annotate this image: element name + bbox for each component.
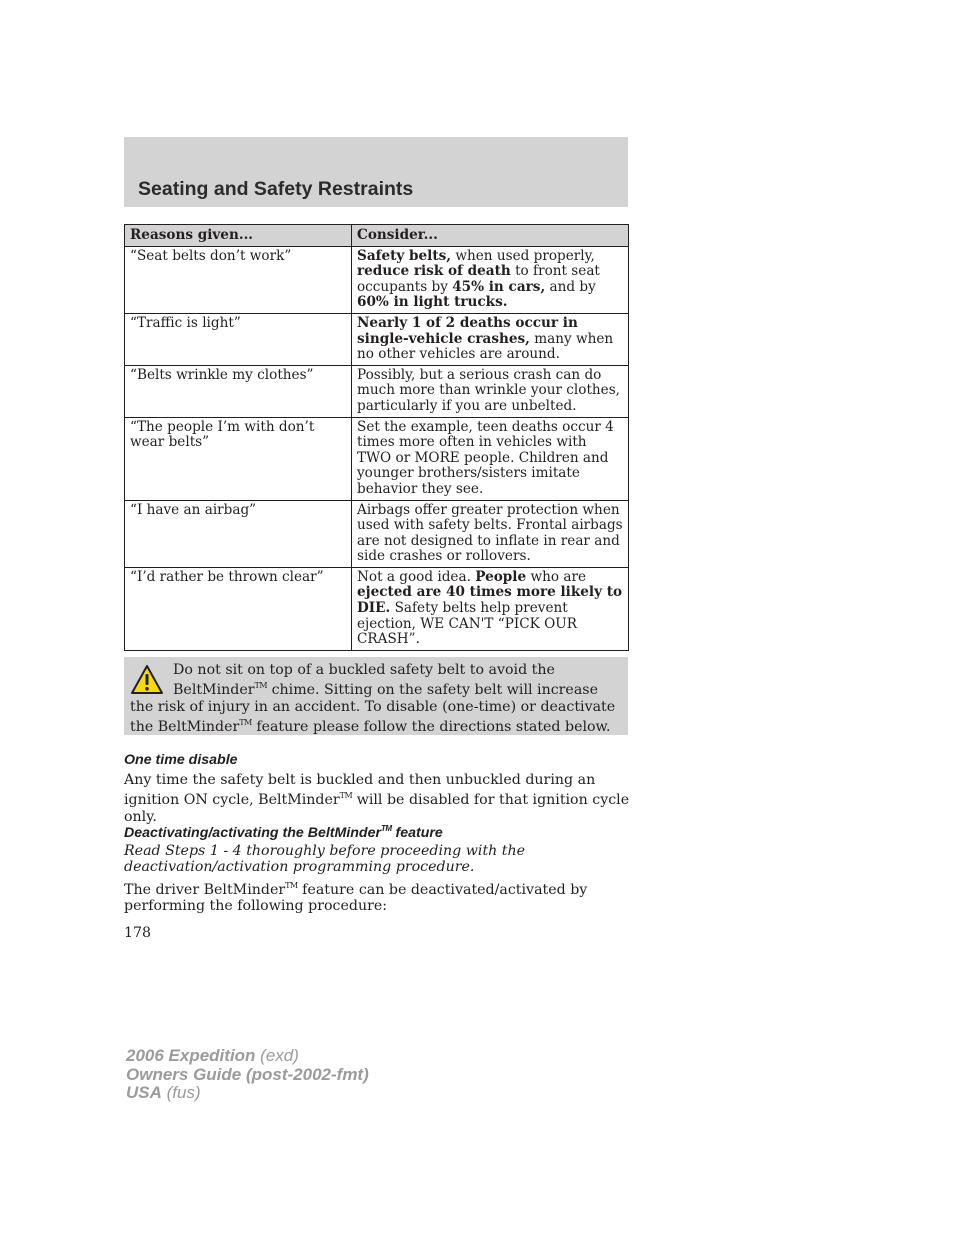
table-header-row — [125, 225, 629, 247]
consider-bold-text: Safety belts, — [357, 247, 452, 264]
consider-text: many when no other vehicles are around. — [357, 330, 614, 363]
document-footer — [126, 1047, 369, 1103]
reason-cell: “Seat belts don’t work” — [125, 246, 352, 313]
reason-cell: “I have an airbag” — [125, 500, 352, 567]
table-row — [125, 313, 629, 365]
footer-line-model: 2006 Expedition (exd) — [126, 1046, 299, 1065]
table-row — [125, 417, 629, 500]
read-steps-note: Read Steps 1 - 4 thoroughly before proceeding with the deactivation/activation programming procedure. — [124, 843, 526, 876]
consider-text: Set the example, teen deaths occur 4 times more often in vehicles with TWO or MORE people. Children and younger brothers/sisters imitate behavior they see. — [357, 418, 614, 497]
warning-text: Do not sit on top of a buckled safety belt to avoid the BeltMinder™ chime. Sitting on the safety belt will increase the risk of injury in an accident. To disable (one-time) or deactivate the BeltMinder™ feature please follow the directions stated below. — [130, 662, 616, 735]
footer-line-guide: Owners Guide (post-2002-fmt) — [126, 1064, 369, 1084]
consider-bold-text: 60% in light trucks. — [357, 294, 508, 311]
consider-cell — [352, 313, 629, 365]
consider-bold-text: reduce risk of death — [357, 263, 511, 280]
table-row — [125, 500, 629, 567]
one-time-disable-heading: One time disable — [124, 752, 238, 768]
consider-text: to front seat occupants by — [357, 263, 600, 295]
section-header-band — [124, 137, 628, 207]
one-time-disable-text: Any time the safety belt is buckled and then unbuckled during an ignition ON cycle, BeltMinder™ will be disabled for that ignition cycle only. — [124, 772, 630, 825]
table-body — [125, 246, 629, 650]
deactivating-heading: Deactivating/activating the BeltMinder™ feature — [124, 824, 443, 841]
consider-cell — [352, 365, 629, 417]
consider-text: Not a good idea. — [357, 568, 476, 585]
consider-text: Airbags offer greater protection when used with safety belts. Frontal airbags are not designed to inflate in rear and side crashes or rollovers. — [357, 501, 623, 565]
consider-bold-text: 45% in cars, — [452, 278, 546, 295]
column-header-reasons: Reasons given... — [125, 225, 352, 247]
deactivating-text: The driver BeltMinder™ feature can be deactivated/activated by performing the following procedure: — [124, 881, 588, 915]
warning-triangle-icon — [130, 664, 164, 696]
section-title: Seating and Safety Restraints — [138, 178, 414, 200]
reason-cell: “Traffic is light” — [125, 313, 352, 365]
footer-line-market: USA (fus) — [126, 1083, 201, 1103]
reasons-table — [124, 224, 629, 651]
reason-cell: “Belts wrinkle my clothes” — [125, 365, 352, 417]
consider-bold-text: People — [475, 568, 527, 585]
warning-box — [124, 657, 628, 735]
consider-cell — [352, 567, 629, 650]
consider-text: Safety belts help prevent ejection, WE CAN'T “PICK OUR CRASH”. — [357, 600, 577, 648]
table-row — [125, 567, 629, 650]
consider-text: Possibly, but a serious crash can do much more than wrinkle your clothes, particularly if you are unbelted. — [357, 366, 621, 414]
consider-text: when used properly, — [451, 247, 595, 264]
consider-text: and by — [545, 278, 596, 295]
consider-cell — [352, 417, 629, 500]
consider-bold-text: Nearly 1 of 2 deaths occur in single-vehicle crashes, — [357, 314, 578, 347]
consider-bold-text: ejected are 40 times more likely to DIE. — [357, 584, 623, 617]
reason-cell: “I’d rather be thrown clear” — [125, 567, 352, 650]
column-header-consider: Consider... — [352, 225, 629, 247]
consider-cell — [352, 500, 629, 567]
consider-cell — [352, 246, 629, 313]
page-number: 178 — [124, 925, 152, 941]
table-row — [125, 246, 629, 313]
consider-text: who are — [526, 568, 586, 585]
reason-cell: “The people I’m with don’t wear belts” — [125, 417, 352, 500]
table-row — [125, 365, 629, 417]
